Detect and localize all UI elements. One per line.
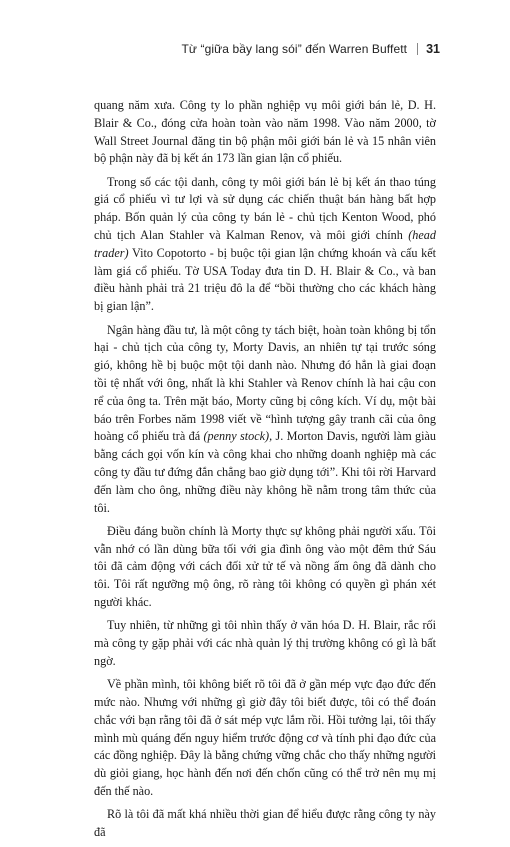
paragraph-text: Tuy nhiên, từ những gì tôi nhìn thấy ở văn hóa D. H. Blair, rắc rối mà công ty gặp phải với các nhà quản lý thị trường không có gì là bất ngờ. bbox=[94, 618, 436, 668]
header-divider bbox=[417, 43, 418, 55]
paragraph-text: Ngân hàng đầu tư, là một công ty tách biệt, hoàn toàn không bị tổn hại - chủ tịch của công ty, Morty Davis, an nhiên tự tại trước sóng gió, không hề bị buộc một tội danh nào. Nhưng đó hẳn là giai đoạn tồi tệ nhất với ông, nhất là khi Stahler và Renov chính là hai cậu con rể của ông ta. Trên mặt báo, Morty cũng bị công kích. Ví dụ, một bài báo trên Forbes năm 1998 viết về “hình tượng gây tranh cãi của ông hoàng cổ phiếu trà đá bbox=[94, 322, 436, 444]
italic-term: (penny stock), bbox=[203, 429, 273, 444]
paragraph-text: Về phần mình, tôi không biết rõ tôi đã ở gần mép vực đạo đức đến mức nào. Nhưng với những gì giờ đây tôi biết được, tôi có thể đoán chắc với bạn rằng tôi đã ở sát mép vực lắm rồi. Hồi tưởng lại, tôi thấy mình mù quáng đến nguy hiểm trước động cơ và tính phi đạo đức của các đồng nghiệp. Đây là bằng chứng vững chắc cho thấy những người dù giỏi giang, học hành đến nơi đến chốn cũng có thể trở nên mụ mị đến thế nào. bbox=[94, 677, 436, 798]
paragraph bbox=[94, 174, 436, 316]
paragraph bbox=[94, 322, 436, 518]
paragraph bbox=[94, 97, 436, 168]
paragraph bbox=[94, 523, 436, 612]
body-text bbox=[94, 97, 436, 847]
paragraph-text: Điều đáng buồn chính là Morty thực sự không phải người xấu. Tôi vẫn nhớ có lần dùng bữa tối với gia đình ông vào một đêm thứ Sáu tôi đã cảm động với cách đối xử tử tế và nồng ấm ông đã dành cho tôi. Tôi rất ngưỡng mộ ông, rõ ràng tôi không có quyền gì phán xét người khác. bbox=[94, 523, 436, 610]
paragraph-text: Rõ là tôi đã mất khá nhiều thời gian để hiểu được rằng công ty này đã bbox=[94, 807, 436, 840]
paragraph-text: Vito Copotorto - bị buộc tội gian lận chứng khoán và cấu kết làm giá cổ phiếu. Tờ USA Today đưa tin D. H. Blair & Co., và ban điều hành phải trả 21 triệu đô la để “bồi thường cho các khách hàng bị gian lận”. bbox=[94, 245, 436, 314]
running-header bbox=[181, 42, 440, 56]
paragraph-text: J. Morton Davis, người làm giàu bằng cách gọi vốn kín và công khai cho những doanh nghiệp mà các công ty đầu tư đứng đắn chẳng bao giờ dụng tới”. Khi tôi rời Harvard đến làm cho ông, những điều này không hề nằm trong tâm thức của tôi. bbox=[94, 429, 437, 515]
paragraph bbox=[94, 806, 436, 842]
paragraph-text: quang năm xưa. Công ty lo phần nghiệp vụ môi giới bán lẻ, D. H. Blair & Co., đóng cửa hoàn toàn vào năm 1998. Vào năm 2000, tờ Wall Street Journal đăng tin bộ phận môi giới bán lẻ và 15 nhân viên bộ phận này đã bị kết án 173 lần gian lận cổ phiếu. bbox=[94, 98, 436, 166]
page-number: 31 bbox=[426, 42, 440, 56]
paragraph bbox=[94, 617, 436, 670]
paragraph bbox=[94, 676, 436, 801]
italic-term: (head trader) bbox=[94, 228, 436, 260]
running-title: Từ “giữa bầy lang sói” đến Warren Buffett bbox=[181, 42, 408, 56]
paragraph-text: Trong số các tội danh, công ty môi giới bán lẻ bị kết án thao túng giá cổ phiếu vì tư lợi và sử dụng các chiến thuật bán hàng bất hợp pháp. Bốn quản lý của công ty bán lẻ - chủ tịch Kenton Wood, phó chủ tịch Alan Stahler và Kalman Renov, và môi giới chính bbox=[94, 174, 436, 243]
